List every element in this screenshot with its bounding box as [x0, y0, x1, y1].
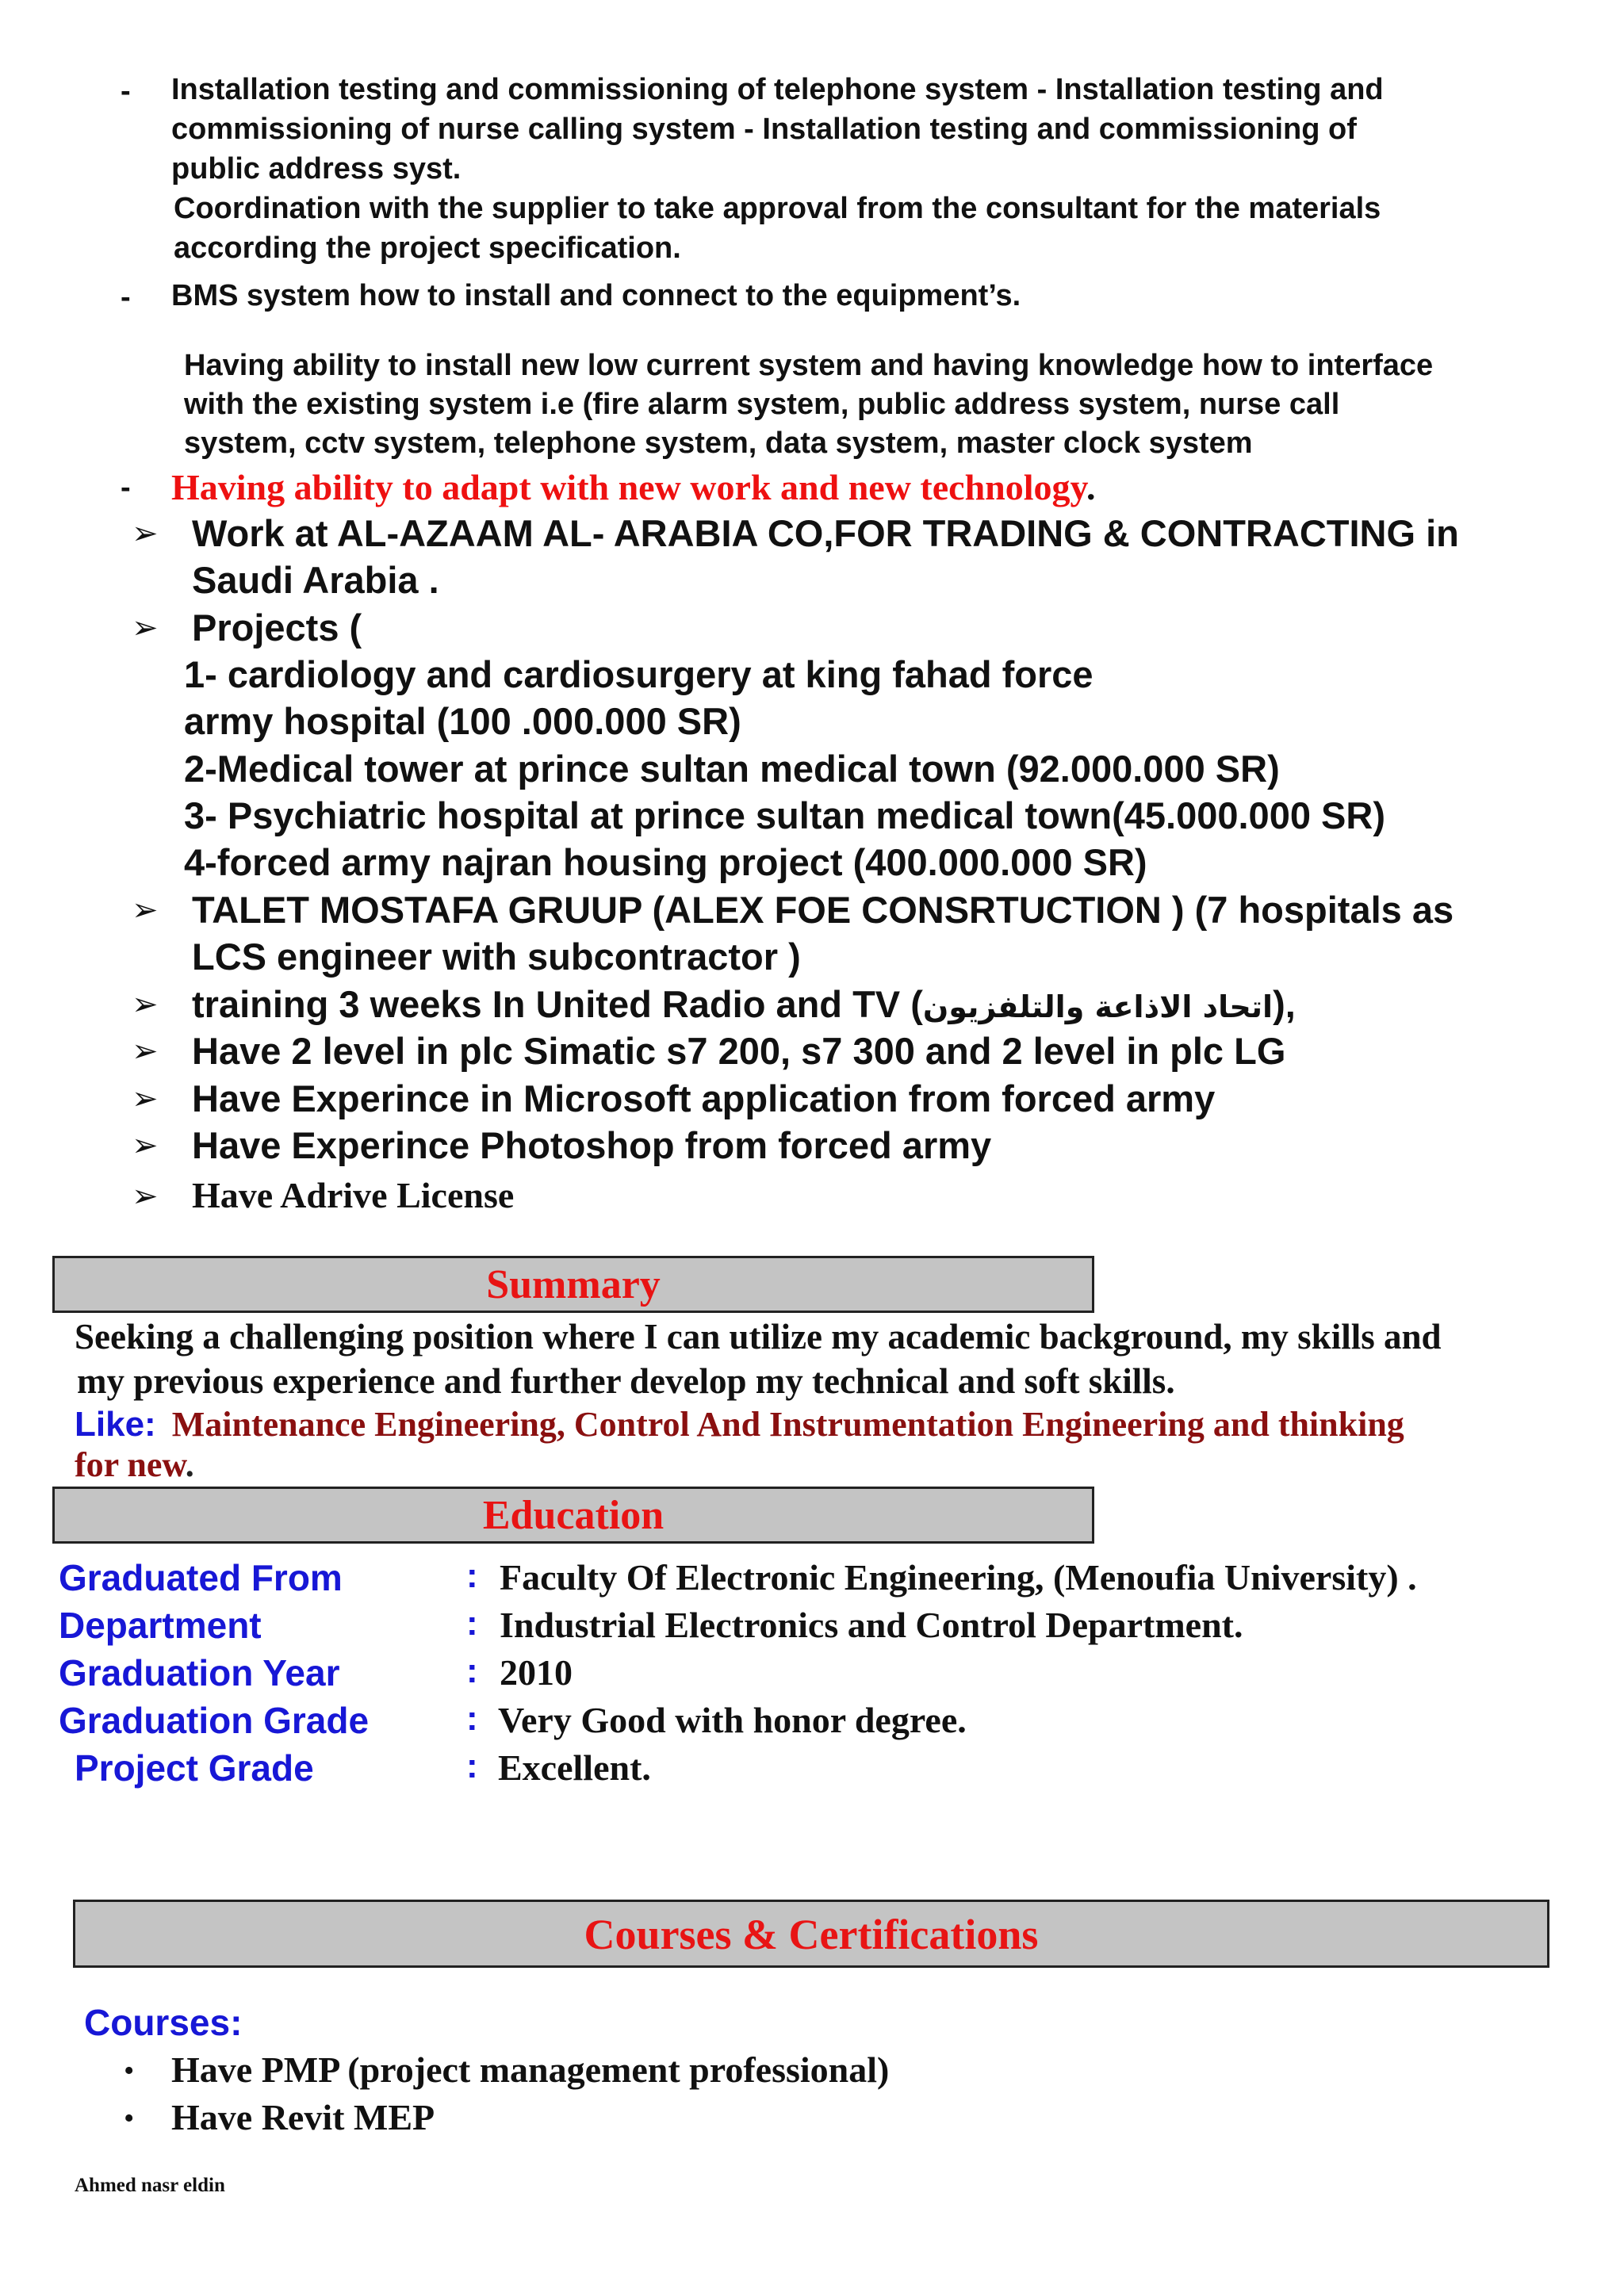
edu-value: Very Good with honor degree. [498, 1700, 967, 1740]
project-line: 2-Medical tower at prince sultan medical town (92.000.000 SR) [184, 748, 1280, 790]
bullet-dot-icon: • [124, 2102, 135, 2135]
talet-line: LCS engineer with subcontractor ) [192, 936, 801, 978]
training-line [192, 982, 1296, 1026]
dash-marker: - [121, 471, 131, 504]
like-text-cont: for new [75, 1445, 186, 1484]
edu-value: Faculty Of Electronic Engineering, (Menoufia University) . [500, 1557, 1417, 1598]
plc-line: Have 2 level in plc Simatic s7 200, s7 300 and 2 level in plc LG [192, 1030, 1286, 1072]
like-row [75, 1404, 1404, 1445]
skill-line: with the existing system i.e (fire alarm system, public address system, nurse call [184, 388, 1340, 421]
skill-line: Installation testing and commissioning of telephone system - Installation testing and [171, 73, 1384, 106]
education-heading: Education [482, 1493, 665, 1538]
edu-separator: : [466, 1556, 478, 1595]
photoshop-line: Have Experince Photoshop from forced army [192, 1124, 992, 1166]
like-label: Like: [75, 1405, 156, 1444]
project-line: 4-forced army najran housing project (400.000.000 SR) [184, 841, 1147, 883]
arrow-bullet-icon: ➢ [132, 515, 159, 552]
arrow-bullet-icon: ➢ [132, 986, 159, 1023]
arrow-bullet-icon: ➢ [132, 1127, 159, 1164]
skill-line: according the project specification. [174, 232, 681, 265]
courses-label: Courses: [84, 2002, 243, 2043]
arrow-bullet-icon: ➢ [132, 892, 159, 928]
like-end: . [185, 1445, 194, 1484]
edu-separator: : [466, 1604, 478, 1643]
course-item: Have PMP (project management professional) [171, 2049, 890, 2090]
project-line: 3- Psychiatric hospital at prince sultan medical town(45.000.000 SR) [184, 794, 1385, 836]
arrow-bullet-icon: ➢ [132, 1033, 159, 1070]
license-line: Have Adrive License [192, 1175, 515, 1215]
summary-line: my previous experience and further develop my technical and soft skills. [77, 1361, 1175, 1401]
summary-heading-bar [52, 1256, 1094, 1313]
edu-separator: : [466, 1747, 478, 1785]
edu-separator: : [466, 1699, 478, 1738]
edu-value: Excellent. [498, 1747, 651, 1788]
skill-line: commissioning of nurse calling system - Installation testing and commissioning of [171, 113, 1357, 146]
arrow-bullet-icon: ➢ [132, 1081, 159, 1117]
skill-adapt [171, 466, 1095, 508]
project-line: 1- cardiology and cardiosurgery at king fahad force [184, 653, 1094, 695]
skill-adapt-text: Having ability to adapt with new work and new technology [171, 467, 1086, 507]
project-line: army hospital (100 .000.000 SR) [184, 700, 741, 742]
projects-label: Projects ( [192, 607, 362, 649]
edu-label: Graduation Year [59, 1652, 340, 1693]
edu-label: Graduation Grade [59, 1700, 370, 1741]
summary-heading: Summary [486, 1262, 661, 1307]
courses-heading: Courses & Certifications [584, 1911, 1039, 1958]
training-suffix: ), [1273, 983, 1296, 1025]
arrow-bullet-icon: ➢ [132, 610, 159, 646]
edu-label: Project Grade [75, 1747, 314, 1789]
summary-line: Seeking a challenging position where I can utilize my academic background, my skills and [75, 1317, 1442, 1357]
edu-label: Graduated From [59, 1557, 343, 1598]
like-text: Maintenance Engineering, Control And Instrumentation Engineering and thinking [171, 1405, 1404, 1444]
skill-adapt-dot: . [1086, 467, 1096, 507]
skill-line: Having ability to install new low current system and having knowledge how to interface [184, 349, 1434, 382]
talet-line: TALET MOSTAFA GRUUP (ALEX FOE CONSRTUCTION ) (7 hospitals as [192, 889, 1454, 931]
bullet-dot-icon: • [124, 2054, 135, 2087]
microsoft-line: Have Experince in Microsoft application from forced army [192, 1077, 1216, 1119]
course-item: Have Revit MEP [171, 2097, 435, 2137]
dash-marker: - [121, 75, 131, 108]
arrow-bullet-icon: ➢ [132, 1178, 159, 1215]
edu-separator: : [466, 1651, 478, 1690]
skill-line: Coordination with the supplier to take approval from the consultant for the materials [174, 192, 1381, 225]
skill-bms: BMS system how to install and connect to the equipment’s. [171, 279, 1021, 312]
work-line: Saudi Arabia . [192, 559, 439, 601]
edu-value: Industrial Electronics and Control Department. [500, 1605, 1243, 1645]
education-heading-bar [52, 1487, 1094, 1544]
edu-value: 2010 [500, 1652, 573, 1693]
edu-label: Department [59, 1605, 262, 1646]
courses-heading-bar [73, 1900, 1549, 1968]
training-arabic: اتحاد الاذاعة والتلفزيون [922, 989, 1274, 1024]
work-line: Work at AL-AZAAM AL- ARABIA CO,FOR TRADING & CONTRACTING in [192, 512, 1459, 554]
skill-line: public address syst. [171, 152, 462, 186]
skill-line: system, cctv system, telephone system, data system, master clock system [184, 427, 1253, 460]
footer-author: Ahmed nasr eldin [75, 2175, 225, 2196]
dash-marker: - [121, 281, 131, 314]
like-row-2 [75, 1445, 194, 1485]
training-prefix: training 3 weeks In United Radio and TV ( [192, 983, 923, 1025]
